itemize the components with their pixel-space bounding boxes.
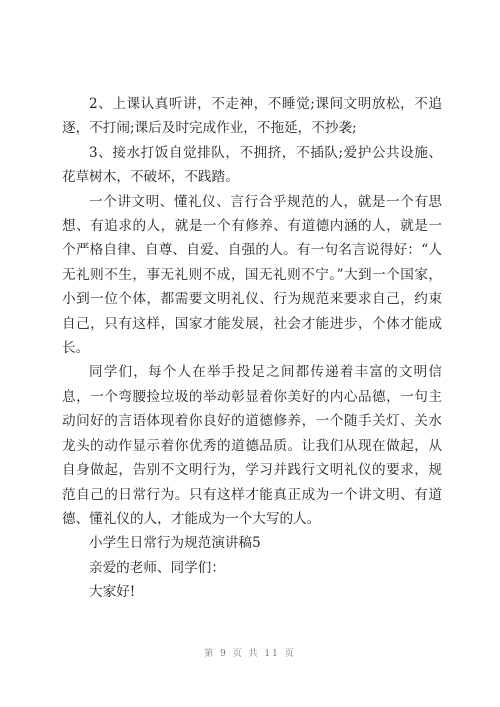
paragraph-rule-2: 2、上课认真听讲，不走神，不睡觉;课间文明放松，不追逐，不打闹;课后及时完成作业，不拖延，不抄袭; — [62, 96, 442, 137]
section-title: 小学生日常行为规范演讲稿5 — [89, 535, 261, 552]
salutation: 亲爱的老师、同学们： — [89, 559, 225, 576]
paragraph-civility: 一个讲文明、懂礼仪、言行合乎规范的人，就是一个有思想、有追求的人，就是一个有修养、有道德内涵的人，就是一个严格自律、自尊、自爱、自强的人。有一句名言说得好：“人无礼则不生，事无礼则不成，国无礼则不宁。”大到一个国家，小到一位个体，都需要文明礼仪、行为规范来要求自己，约束自己，只有这样，国家才能发展，社会才能进步，个体才能成长。 — [62, 193, 442, 357]
page-number-footer: 第 9 页 共 11 页 — [204, 649, 296, 659]
paragraph-classmates: 同学们，每个人在举手投足之间都传递着丰富的文明信息，一个弯腰捡垃圾的举动彰显着你美好的内心品德，一句主动问好的言语体现着你良好的道德修养，一个随手关灯、关水龙头的动作显示着你优秀的道德品质。让我们从现在做起，从自身做起，告别不文明行为，学习并践行文明礼仪的要求，规范自己的日常行为。只有这样才能真正成为一个讲文明、有道德、懂礼仪的人，才能成为一个大写的人。 — [62, 364, 442, 527]
paragraph-rule-3: 3、接水打饭自觉排队，不拥挤，不插队;爱护公共设施、花草树木，不破坏，不践踏。 — [62, 144, 442, 186]
greeting: 大家好! — [89, 584, 136, 601]
document-body — [62, 92, 442, 605]
